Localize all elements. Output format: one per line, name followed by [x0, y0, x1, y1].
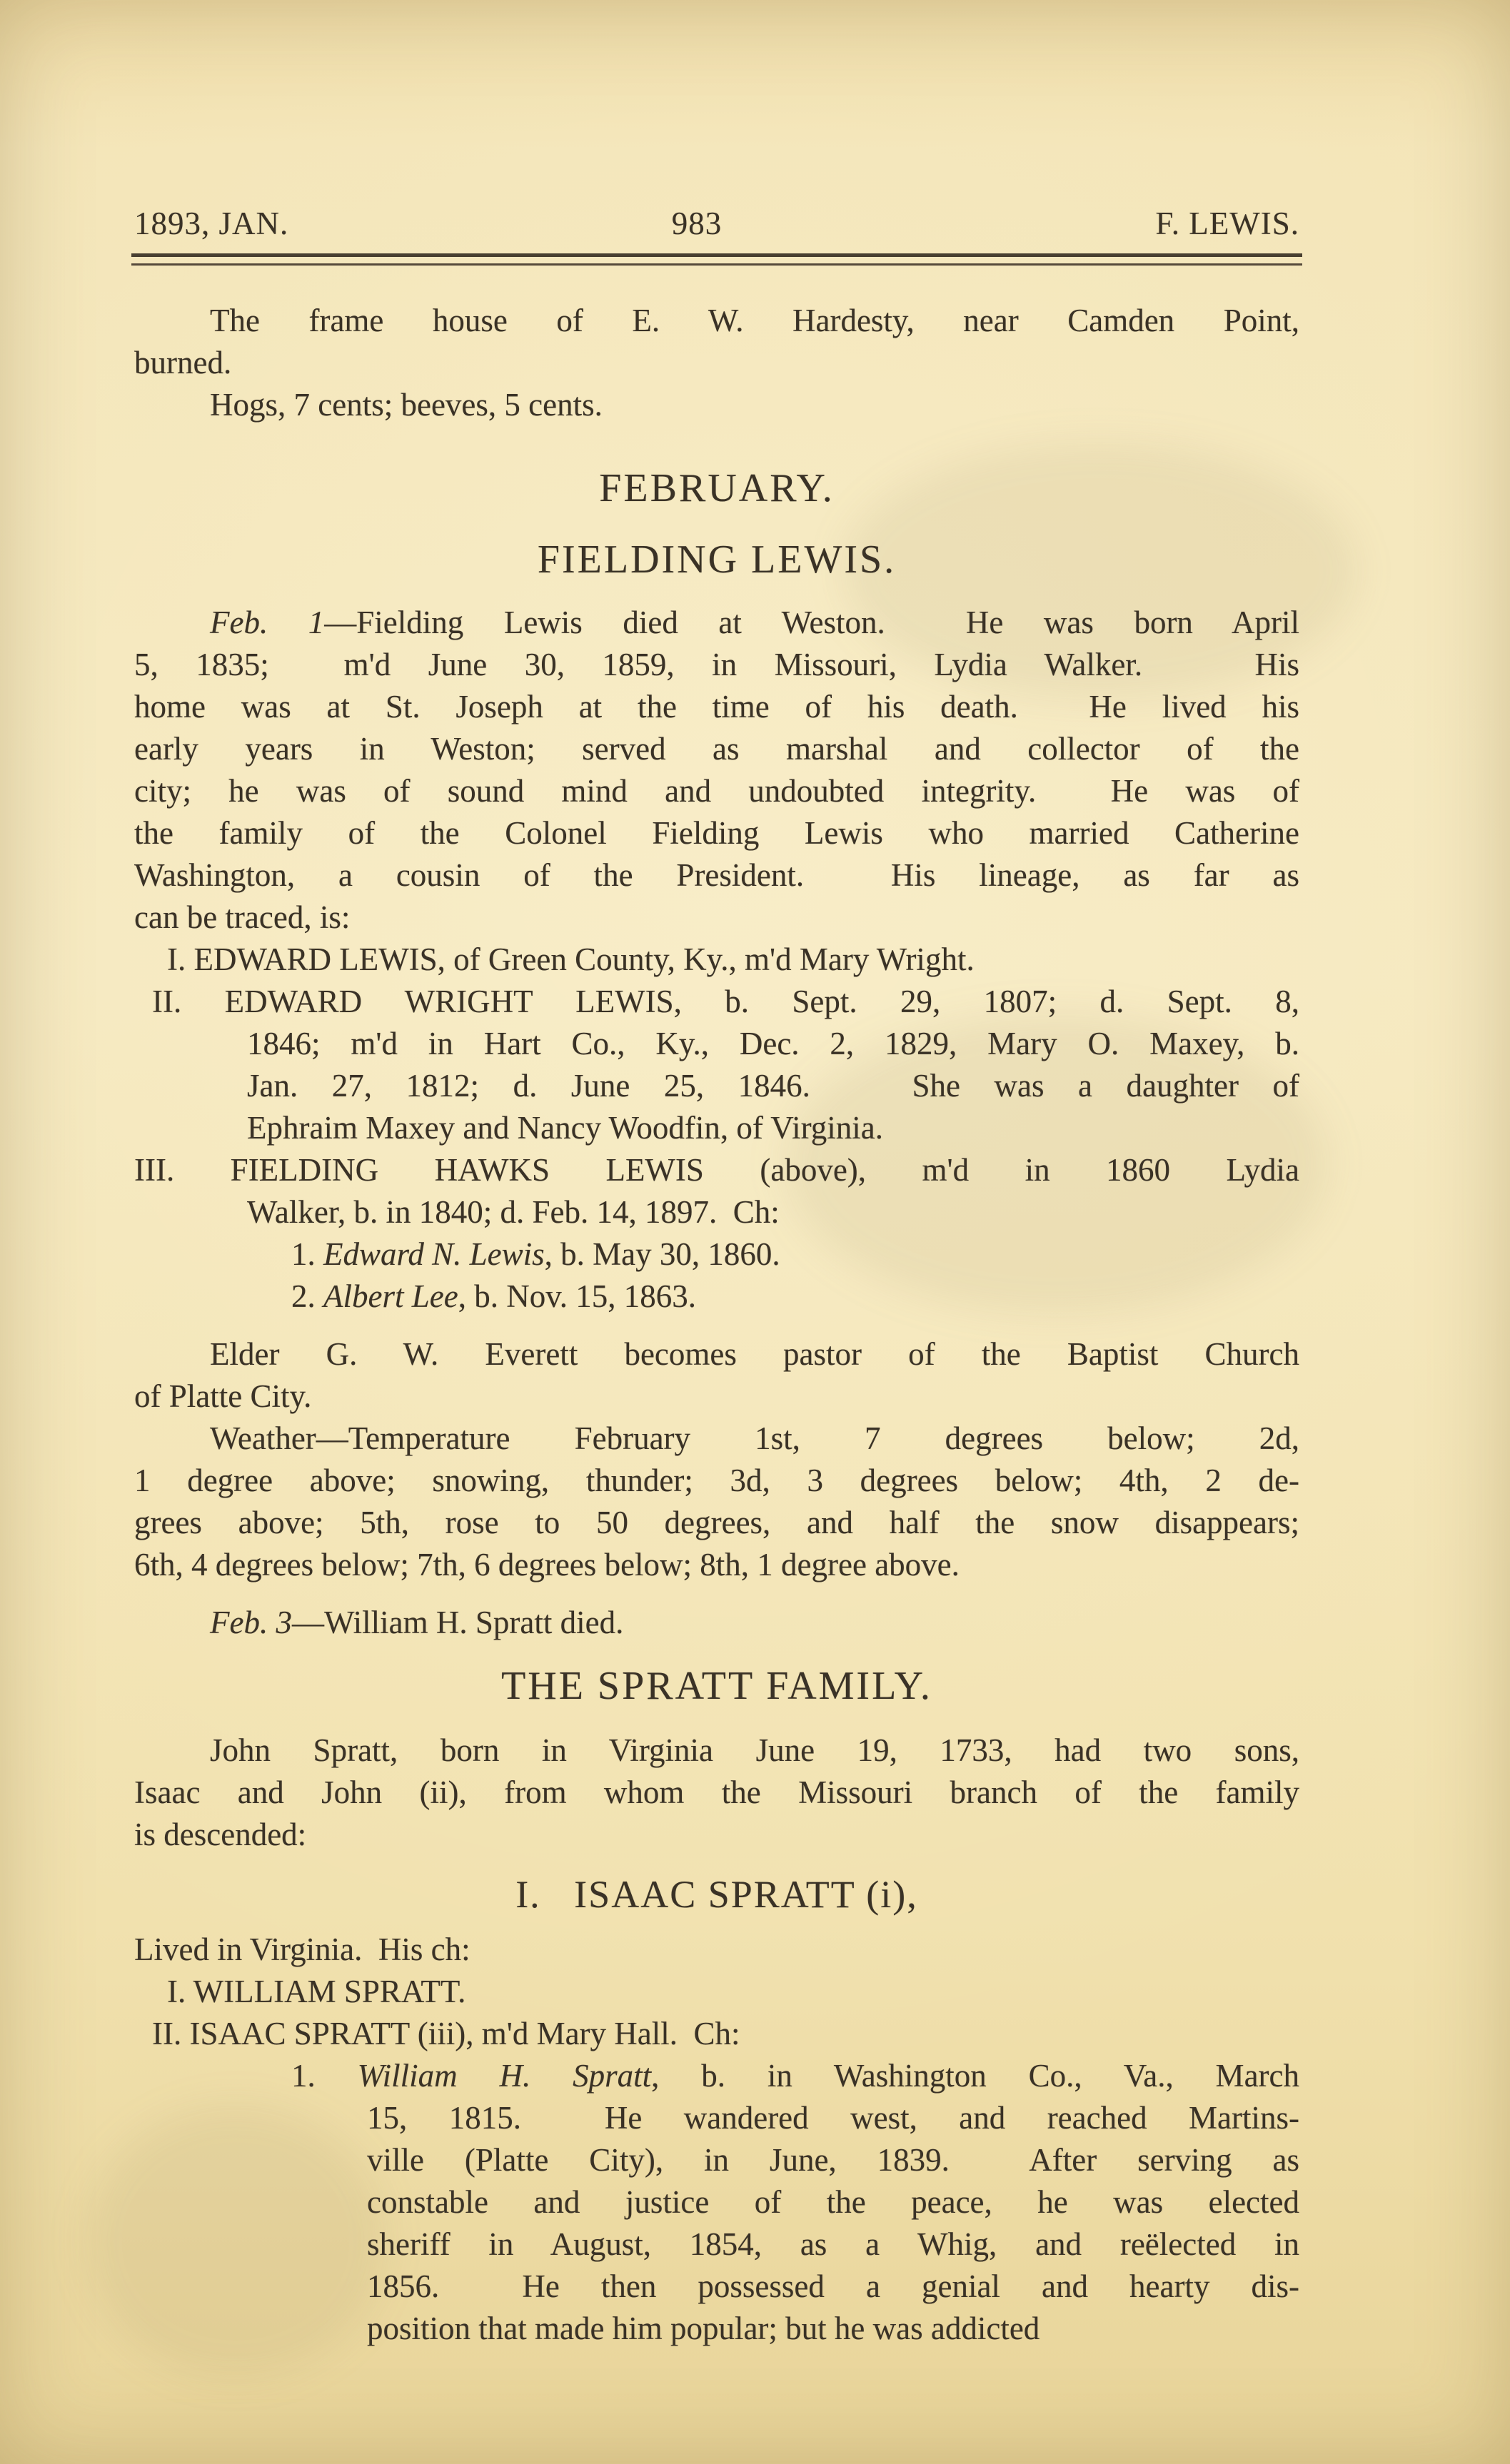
- text-line: [134, 300, 1299, 342]
- text-segment: 5, 1835; m'd June 30, 1859, in Missouri, Lydia Walker. His: [134, 647, 1299, 682]
- text-segment: , b. in Washington Co., Va., March: [651, 2058, 1300, 2094]
- italic-text: Feb. 1: [210, 605, 325, 640]
- text-line: [134, 728, 1299, 770]
- paragraph: [134, 2013, 1299, 2055]
- text-line: [134, 1544, 1299, 1586]
- text-segment: —Fielding Lewis died at Weston. He was born April: [324, 605, 1299, 640]
- text-line: [134, 1333, 1299, 1375]
- text-segment: 1.: [291, 2058, 358, 2094]
- text-line: [134, 1023, 1299, 1065]
- section-heading: I. ISAAC SPRATT (i),: [515, 1873, 918, 1916]
- header-double-rule: [131, 253, 1302, 266]
- text-line: [134, 1191, 1299, 1233]
- text-segment: grees above; 5th, rose to 50 degrees, and half the snow disappears;: [134, 1505, 1299, 1540]
- text-line: [134, 939, 1299, 981]
- text-segment: Lived in Virginia. His ch:: [134, 1932, 470, 1967]
- text-line: [134, 2055, 1299, 2097]
- paragraph: [134, 1333, 1299, 1418]
- text-segment: the family of the Colonel Fielding Lewis who married Catherine: [134, 815, 1299, 851]
- paragraph: [134, 384, 1299, 426]
- page-number: 983: [671, 206, 723, 241]
- text-segment: 1.: [291, 1236, 323, 1272]
- text-line: [134, 2013, 1299, 2055]
- paragraph: [134, 2055, 1299, 2350]
- text-line: [134, 2181, 1299, 2223]
- text-segment: Ephraim Maxey and Nancy Woodfin, of Virginia.: [247, 1110, 883, 1146]
- text-segment: 15, 1815. He wandered west, and reached Martins-: [367, 2100, 1299, 2136]
- text-segment: ville (Platte City), in June, 1839. After serving as: [367, 2142, 1299, 2178]
- text-segment: III. FIELDING HAWKS LEWIS (above), m'd in 1860 Lydia: [134, 1152, 1299, 1188]
- body-text: [134, 300, 1299, 2350]
- text-line: [134, 1929, 1299, 1971]
- text-segment: is descended:: [134, 1817, 307, 1852]
- section-heading: FEBRUARY.: [599, 466, 835, 510]
- text-line: [134, 1107, 1299, 1149]
- text-line: [134, 1065, 1299, 1107]
- italic-text: William H. Spratt: [357, 2058, 652, 2094]
- text-line: [134, 1602, 1299, 1644]
- text-line: [134, 1814, 1299, 1856]
- text-segment: Weather—Temperature February 1st, 7 degrees below; 2d,: [210, 1420, 1299, 1456]
- text-line: [134, 1971, 1299, 2013]
- paragraph: [134, 602, 1299, 939]
- text-segment: II. EDWARD WRIGHT LEWIS, b. Sept. 29, 1807; d. Sept. 8,: [152, 984, 1299, 1019]
- text-segment: early years in Weston; served as marshal and collector of the: [134, 731, 1299, 767]
- text-segment: sheriff in August, 1854, as a Whig, and reëlected in: [367, 2226, 1299, 2262]
- text-line: [134, 2139, 1299, 2181]
- text-line: [134, 897, 1299, 939]
- section-heading: FIELDING LEWIS.: [537, 537, 897, 582]
- paragraph: [134, 1730, 1299, 1856]
- text-segment: can be traced, is:: [134, 899, 351, 935]
- section-heading: THE SPRATT FAMILY.: [501, 1664, 932, 1708]
- paragraph: [134, 1149, 1299, 1233]
- text-line: [134, 1502, 1299, 1544]
- text-segment: John Spratt, born in Virginia June 19, 1733, had two sons,: [210, 1732, 1299, 1768]
- text-line: [134, 342, 1299, 384]
- text-segment: constable and justice of the peace, he was elected: [367, 2184, 1299, 2220]
- italic-text: Albert Lee: [323, 1278, 458, 1314]
- text-line: [134, 1149, 1299, 1191]
- text-segment: II. ISAAC SPRATT (iii), m'd Mary Hall. Ch:: [152, 2016, 740, 2051]
- text-segment: 2.: [291, 1278, 323, 1314]
- text-line: [134, 2223, 1299, 2266]
- text-segment: Elder G. W. Everett becomes pastor of the Baptist Church: [210, 1336, 1299, 1372]
- text-line: [134, 812, 1299, 854]
- text-segment: The frame house of E. W. Hardesty, near Camden Point,: [210, 303, 1299, 338]
- header-date: 1893, JAN.: [134, 206, 289, 241]
- text-line: [134, 1233, 1299, 1276]
- paragraph: [134, 1418, 1299, 1586]
- text-segment: —William H. Spratt died.: [291, 1605, 624, 1640]
- text-line: [134, 854, 1299, 897]
- text-segment: 1846; m'd in Hart Co., Ky., Dec. 2, 1829, Mary O. Maxey, b.: [247, 1026, 1299, 1061]
- text-line: [134, 981, 1299, 1023]
- text-line: [134, 1276, 1299, 1318]
- text-segment: , b. Nov. 15, 1863.: [458, 1278, 697, 1314]
- text-line: [134, 1772, 1299, 1814]
- paragraph: [134, 1602, 1299, 1644]
- text-segment: city; he was of sound mind and undoubted integrity. He was of: [134, 773, 1299, 809]
- text-segment: Walker, b. in 1840; d. Feb. 14, 1897. Ch:: [247, 1194, 780, 1230]
- text-line: [134, 602, 1299, 644]
- text-segment: I. WILLIAM SPRATT.: [167, 1974, 466, 2009]
- text-segment: , b. May 30, 1860.: [544, 1236, 780, 1272]
- text-segment: burned.: [134, 345, 232, 380]
- text-line: [134, 1375, 1299, 1418]
- paragraph: [134, 1929, 1299, 1971]
- paragraph: [134, 1276, 1299, 1318]
- text-segment: Jan. 27, 1812; d. June 25, 1846. She was a daughter of: [247, 1068, 1299, 1104]
- text-segment: Washington, a cousin of the President. His lineage, as far as: [134, 857, 1299, 893]
- text-segment: home was at St. Joseph at the time of his death. He lived his: [134, 689, 1299, 724]
- text-line: [134, 770, 1299, 812]
- text-segment: Isaac and John (ii), from whom the Missouri branch of the family: [134, 1774, 1299, 1810]
- text-line: [134, 384, 1299, 426]
- text-line: [134, 1418, 1299, 1460]
- text-line: [134, 644, 1299, 686]
- header-subject: F. LEWIS.: [1155, 206, 1299, 241]
- paragraph: [134, 981, 1299, 1149]
- text-segment: 1856. He then possessed a genial and hearty dis-: [367, 2268, 1299, 2304]
- text-line: [134, 2097, 1299, 2139]
- text-segment: position that made him popular; but he was addicted: [367, 2311, 1040, 2346]
- text-segment: of Platte City.: [134, 1378, 312, 1414]
- text-line: [134, 2308, 1299, 2350]
- paragraph: [134, 1233, 1299, 1276]
- text-segment: Hogs, 7 cents; beeves, 5 cents.: [210, 387, 603, 423]
- text-line: [134, 1460, 1299, 1502]
- text-line: [134, 1730, 1299, 1772]
- text-segment: 6th, 4 degrees below; 7th, 6 degrees below; 8th, 1 degree above.: [134, 1547, 960, 1582]
- paragraph: [134, 300, 1299, 384]
- italic-text: Edward N. Lewis: [323, 1236, 545, 1272]
- text-segment: 1 degree above; snowing, thunder; 3d, 3 degrees below; 4th, 2 de-: [134, 1463, 1299, 1498]
- paragraph: [134, 939, 1299, 981]
- paragraph: [134, 1971, 1299, 2013]
- text-segment: I. EDWARD LEWIS, of Green County, Ky., m'd Mary Wright.: [167, 941, 975, 977]
- text-line: [134, 686, 1299, 728]
- italic-text: Feb. 3: [210, 1605, 292, 1640]
- text-line: [134, 2266, 1299, 2308]
